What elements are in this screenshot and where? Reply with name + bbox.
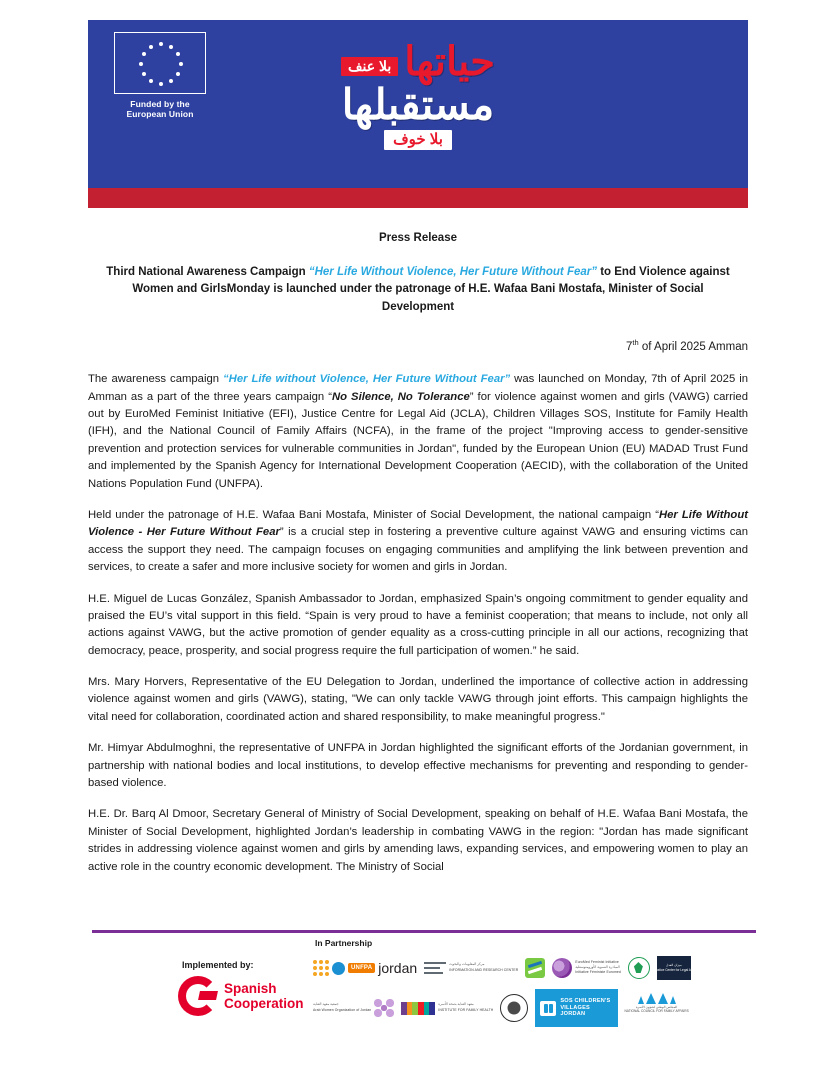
unfpa-badge: UNFPA: [348, 963, 375, 973]
p1-text-b: was launched on Monday, 7th of April 2025 in Amman as a part of the three years campaign “: [88, 373, 749, 403]
sos-childrens-villages-jordan-logo: [535, 989, 617, 1027]
page-title: [98, 264, 738, 316]
green-circle-partner-logo: [628, 953, 650, 983]
partner-logo-row-2: [313, 989, 753, 1027]
jcla-english-name: Justice Center for Legal Aid: [654, 967, 694, 972]
dateline-ordinal-suffix: th: [632, 338, 639, 348]
ifh-english-name: INSTITUTE FOR FAMILY HEALTH: [438, 1007, 494, 1012]
press-release-label: Press Release: [378, 232, 457, 244]
eu-caption: [106, 99, 214, 120]
footer-divider: [92, 930, 756, 933]
paragraph-5: Mr. Himyar Abdulmoghni, the representative of UNFPA in Jordan highlighted the significant efforts of the Jordanian government, in partnership with national bodies and local institutions, to develop effective mechanisms for preventing and responding to gender-based violence.: [88, 742, 748, 790]
spanish-cooperation-wordmark: [224, 981, 304, 1011]
ifh-arabic-name: معهد العناية بصحة الأسرة: [438, 1002, 474, 1007]
awo-english-name: Arab Women Organization of Jordan: [313, 1007, 372, 1012]
p2-text-b: ” is a crucial step in fostering a preventive culture against VAWG and ensuring victims can access the support they need. The campaign focuses on engaging communities and amplifying the link between prevention and services, to create a safer and more inclusive society for women and girls in Jordan.: [88, 526, 748, 574]
partners-block: [313, 938, 753, 1033]
dateline-rest: of April 2025 Amman: [638, 341, 748, 354]
eu-funding-emblem: [106, 32, 214, 120]
institute-for-family-health-logo: [401, 993, 493, 1023]
document-body: [88, 232, 748, 890]
irc-arabic-name: مركز المعلومات والبحوث: [449, 962, 485, 967]
eu-caption-line-1: Funded by the: [130, 99, 190, 109]
efi-glyph-icon: [552, 958, 572, 978]
jcla-arabic-name: ميزان العدل: [665, 962, 682, 967]
in-partnership-label: In Partnership: [315, 938, 373, 948]
banner-red-bar: [88, 188, 748, 208]
efi-french-name: Initiative Féministe Euromed: [575, 970, 621, 975]
paragraph-1: [88, 371, 748, 493]
unfpa-jordan-logo: [313, 953, 417, 983]
ncfa-family-figures-icon: [638, 993, 676, 1004]
jcla-navy-box-icon: [654, 956, 694, 980]
ncfa-arabic-name: المجلس الوطني لشؤون الأسرة: [635, 1005, 678, 1009]
unfpa-dots-icon: [313, 960, 329, 976]
dateline: [88, 338, 748, 353]
implemented-by-label: Implemented by:: [182, 960, 254, 970]
sos-line-3: JORDAN: [560, 1011, 586, 1018]
ncfa-seal-logo: [500, 993, 528, 1023]
banner-blue-area: [88, 20, 748, 188]
arab-women-organization-logo: [313, 993, 394, 1023]
p1-text-a: The awareness campaign: [88, 373, 224, 386]
eu-caption-line-2: European Union: [126, 109, 194, 120]
green-shield-icon: [628, 957, 650, 979]
headline-campaign-title: “Her Life Without Violence, Her Future Without Fear”: [308, 266, 598, 278]
national-council-family-affairs-logo: [625, 993, 689, 1023]
p2-text-a: Held under the patronage of H.E. Wafaa Bani Mostafa, Minister of Social Development, the national campaign “: [88, 508, 659, 521]
p2-campaign-title: Her Life Without Violence - Her Future Without Fear: [88, 508, 748, 539]
irc-glyph-icon: [424, 960, 446, 976]
ifh-glyph-icon: [401, 1002, 435, 1015]
unfpa-jordan-wordmark: jordan: [378, 960, 418, 976]
campaign-arabic-hayatuha: حياتها: [404, 40, 495, 84]
campaign-arabic-bila-onf: بلا عنف: [341, 57, 398, 76]
awo-glyph-icon: [374, 998, 394, 1018]
awo-arabic-name: جمعية معهد العناية: [313, 1002, 339, 1007]
efi-arabic-name: المبادرة النسوية الأورومتوسطية: [575, 965, 620, 970]
headline-part-1: Third National Awareness Campaign: [106, 266, 309, 278]
campaign-arabic-logo: [288, 34, 548, 150]
information-research-center-logo: [424, 953, 518, 983]
campaign-logo-line-3: [288, 130, 548, 150]
efi-english-name: EuroMed Feminist Initiative: [575, 959, 619, 964]
ncfa-english-name: NATIONAL COUNCIL FOR FAMILY AFFAIRS: [624, 1008, 689, 1013]
unfpa-globe-icon: [332, 962, 345, 975]
ncfa-seal-icon: [500, 994, 528, 1022]
footer: [88, 938, 760, 1066]
campaign-logo-line-1: [288, 34, 548, 82]
eu-flag-icon: [114, 32, 206, 94]
justice-center-legal-aid-logo: [654, 953, 694, 983]
jcla-mark-logo: [525, 953, 545, 983]
sos-line-2: VILLAGES: [560, 1004, 590, 1011]
p1-text-c: ” for violence against women and girls (VAWG) carried out by EuroMed Feminist Initiative (EFI), Justice Centre for Legal Aid (JCLA), Children Villages SOS, Institute for Family Health (IFH), and the National Council of Family Affairs (NCFA), in the frame of the project "Improving access to gender-sensitive prevention and protection services for vulnerable communities in Jordan", funded by the European Union (EU) MADAD Trust Fund and implemented by the Spanish Agency for International Development Cooperation (AECID), with the collaboration of the United Nations Population Fund (UNFPA).: [88, 390, 748, 490]
paragraph-2: [88, 507, 748, 577]
sos-line-1: SOS CHILDREN'S: [560, 997, 611, 1004]
irc-english-name: INFORMATION AND RESEARCH CENTER: [449, 967, 519, 972]
p1-slogan: No Silence, No Tolerance: [331, 390, 470, 403]
paragraph-6: H.E. Dr. Barq Al Dmoor, Secretary General of Ministry of Social Development, speaking on behalf of H.E. Wafaa Bani Mostafa, the Minister of Social Development, highlighted Jordan’s leadership in combating VAWG in the region: "Jordan has made significant strides in addressing violence against women and girls by amending laws, expanding services, and empowering women to play an active role in the country economic development. The Ministry of Social: [88, 808, 748, 873]
spanish-coop-line-2: Cooperation: [224, 996, 304, 1011]
paragraph-3: H.E. Miguel de Lucas González, Spanish Ambassador to Jordan, emphasized Spain’s ongoing commitment to gender equality and praised the EU’s vital support in this field. “Spain is very proud to have a feminist cooperation; that means to include, not only all actions against VAWG, but the active promotion of gender equality as a cross-cutting principle in all our actions, recognizing that democracy, peace, prosperity, and social progress require the full participation of women.” he said.: [88, 592, 748, 657]
spanish-cooperation-icon: [178, 976, 218, 1016]
euromed-feminist-initiative-logo: [552, 953, 621, 983]
paragraph-4: Mrs. Mary Horvers, Representative of the EU Delegation to Jordan, underlined the importance of collective action in addressing violence against women and girls (VAWG), stating, "We can only tackle VAWG through joint efforts. This campaign highlights the vital need for collaboration, coordinated action and shared responsibility, to make meaningful progress.": [88, 676, 748, 723]
campaign-arabic-bila-khawf: بلا خوف: [384, 130, 452, 150]
headline-part-2: to End Violence against Women and GirlsMonday is launched under the patronage of H.E. Wafaa Bani Mostafa, Minister of Social Development: [132, 266, 730, 313]
spanish-coop-line-1: Spanish: [224, 980, 277, 996]
p1-campaign-title: “Her Life without Violence, Her Future Without Fear”: [223, 373, 511, 386]
header-banner: [88, 20, 748, 208]
dateline-day: 7: [626, 341, 633, 354]
partner-logo-row-1: [313, 953, 753, 983]
jcla-glyph-icon: [525, 958, 545, 978]
sos-icon: [540, 1001, 556, 1016]
campaign-arabic-mustaqbaluha: مستقبلها: [341, 81, 495, 128]
